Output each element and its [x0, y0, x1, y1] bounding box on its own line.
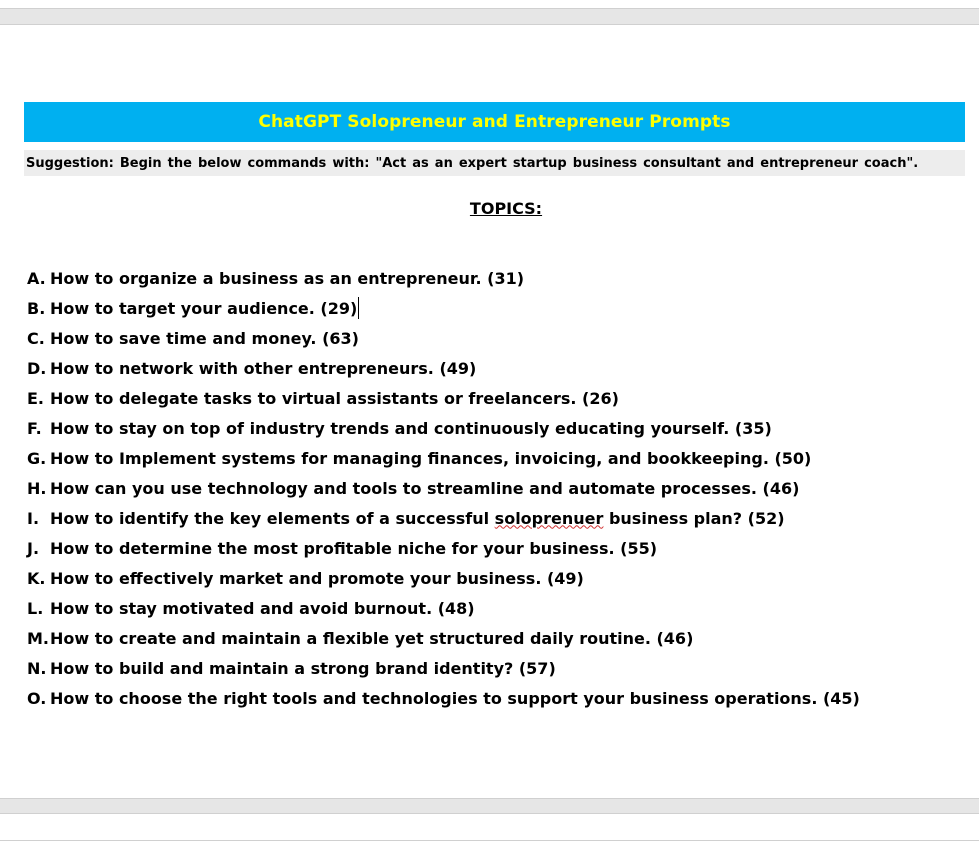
topic-item-k[interactable] — [27, 563, 860, 593]
topic-letter: O. — [27, 688, 47, 708]
topic-item-g[interactable] — [27, 443, 860, 473]
topic-item-h[interactable] — [27, 473, 860, 503]
topic-text: How to stay motivated and avoid burnout. (48) — [50, 598, 475, 618]
topic-text: How to determine the most profitable niche for your business. (55) — [50, 538, 658, 558]
topic-text — [50, 509, 785, 528]
topic-text: How to choose the right tools and technologies to support your business operations. (45) — [50, 688, 860, 708]
topic-text: How to save time and money. (63) — [50, 328, 359, 348]
topic-text: How to organize a business as an entrepreneur. (31) — [50, 268, 525, 288]
topic-item-n[interactable] — [27, 653, 860, 683]
topic-item-f[interactable] — [27, 413, 860, 443]
topic-letter: L. — [27, 598, 44, 618]
topic-letter: G. — [27, 448, 47, 468]
page-top-margin-band — [0, 8, 979, 25]
topic-item-m[interactable] — [27, 623, 860, 653]
topics-heading: TOPICS: — [469, 199, 543, 218]
suggestion-bar — [24, 150, 965, 176]
topic-letter: E. — [27, 388, 45, 408]
topic-item-a[interactable] — [27, 263, 860, 293]
title-banner — [24, 102, 965, 142]
topic-letter: I. — [27, 508, 40, 528]
topic-letter: H. — [27, 478, 47, 498]
topic-letter: K. — [27, 568, 46, 588]
topic-text: How to delegate tasks to virtual assistants or freelancers. (26) — [50, 388, 619, 408]
topic-text: How can you use technology and tools to streamline and automate processes. (46) — [50, 478, 800, 498]
misspelled-word: soloprenuer — [494, 508, 604, 528]
topic-item-o[interactable] — [27, 683, 860, 713]
topic-text: How to build and maintain a strong brand identity? (57) — [50, 658, 556, 678]
topic-letter: N. — [27, 658, 47, 678]
topic-text: How to effectively market and promote your business. (49) — [50, 568, 584, 588]
topic-letter: J. — [27, 538, 40, 558]
topic-item-b[interactable] — [27, 293, 860, 323]
page-divider — [0, 840, 979, 841]
topic-letter: M. — [27, 628, 49, 648]
topic-text: How to create and maintain a flexible yet structured daily routine. (46) — [50, 628, 694, 648]
topic-list — [27, 263, 860, 713]
topic-item-c[interactable] — [27, 323, 860, 353]
suggestion-text: Suggestion: Begin the below commands with: "Act as an expert startup business consultant and entrepreneur coach". — [26, 155, 919, 171]
topic-item-j[interactable] — [27, 533, 860, 563]
topic-letter: B. — [27, 298, 46, 318]
topic-item-e[interactable] — [27, 383, 860, 413]
topic-text: How to Implement systems for managing finances, invoicing, and bookkeeping. (50) — [50, 448, 812, 468]
topic-text-before: How to identify the key elements of a successful — [50, 508, 495, 528]
topic-text: How to stay on top of industry trends and continuously educating yourself. (35) — [50, 418, 772, 438]
document-title: ChatGPT Solopreneur and Entrepreneur Prompts — [258, 112, 731, 132]
topic-letter: C. — [27, 328, 45, 348]
topic-letter: F. — [27, 418, 42, 438]
text-cursor — [358, 297, 359, 319]
topic-text-after: business plan? (52) — [603, 508, 785, 528]
topic-text: How to target your audience. (29) — [50, 298, 358, 318]
topic-item-i[interactable] — [27, 503, 860, 533]
topic-item-d[interactable] — [27, 353, 860, 383]
topic-item-l[interactable] — [27, 593, 860, 623]
topic-letter: A. — [27, 268, 46, 288]
topic-text: How to network with other entrepreneurs. (49) — [50, 358, 477, 378]
page-bottom-margin-band — [0, 798, 979, 814]
topic-letter: D. — [27, 358, 47, 378]
